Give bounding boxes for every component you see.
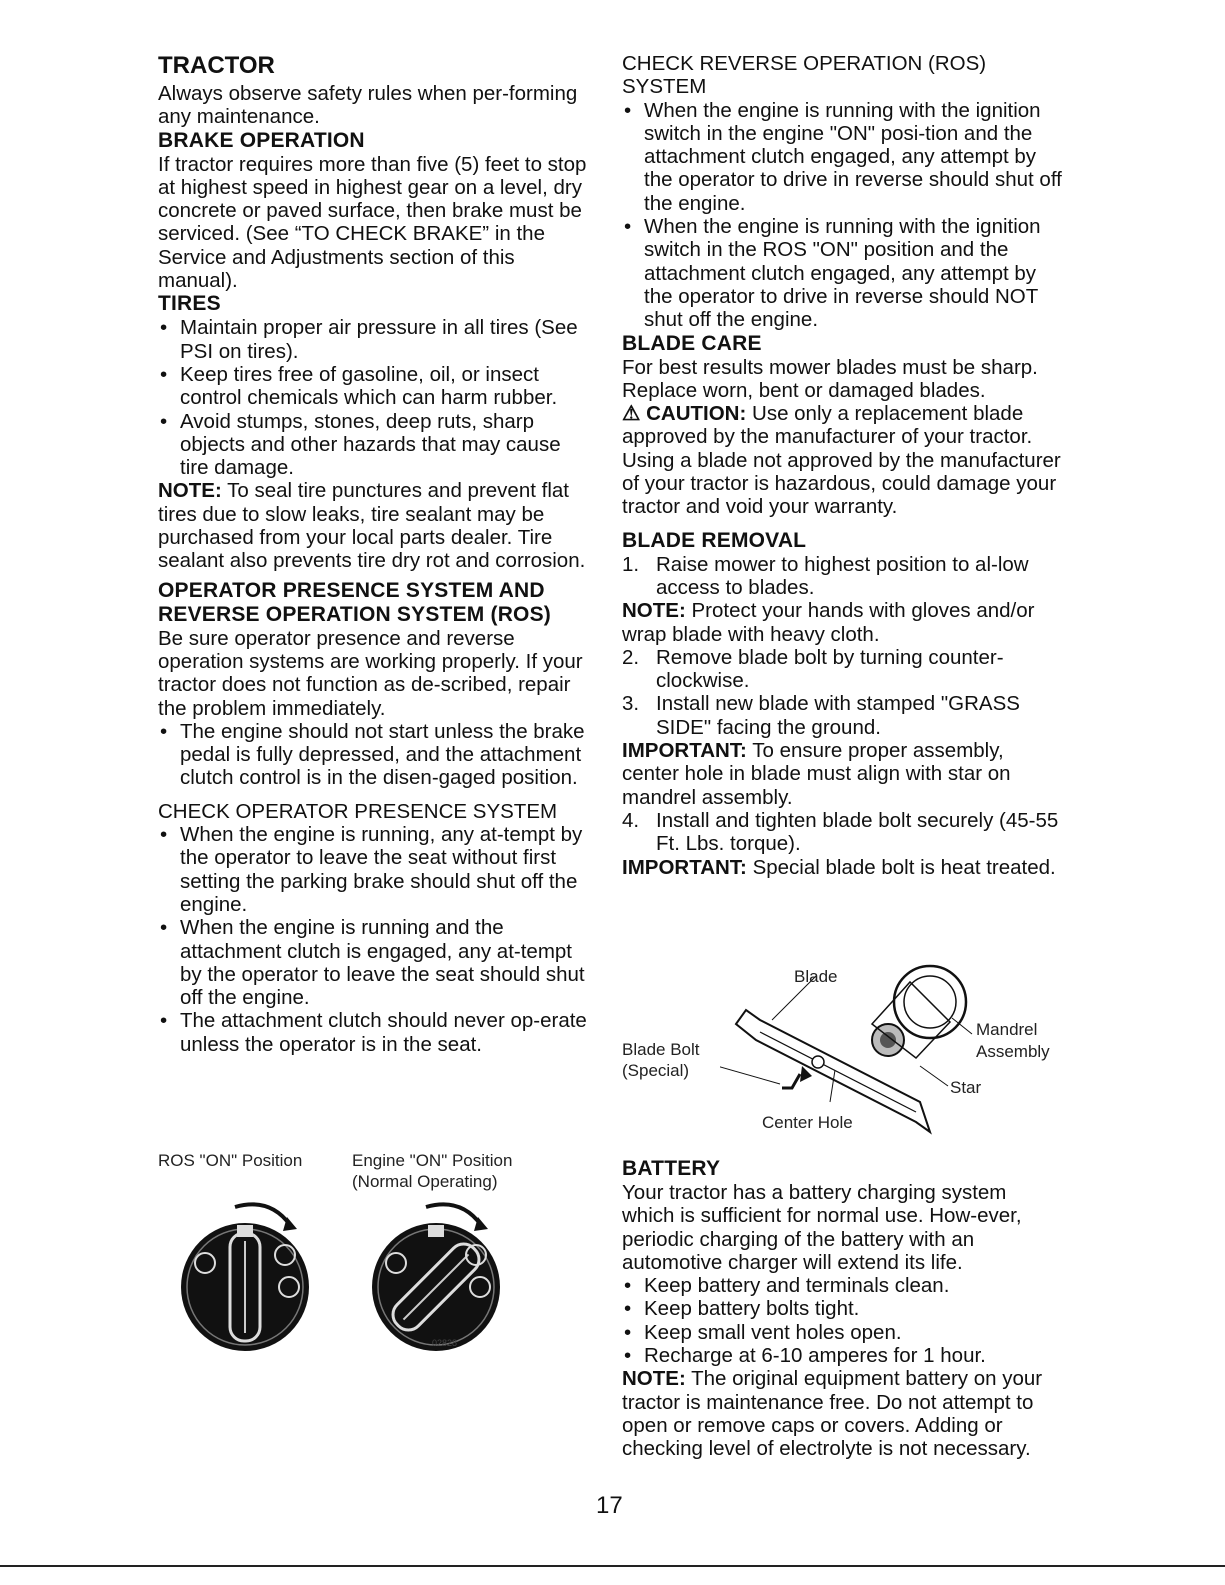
list-item: • Maintain proper air pressure in all tires (See PSI on tires).	[158, 316, 590, 363]
blade-care-text: For best results mower blades must be sharp. Replace worn, bent or damaged blades.	[622, 355, 1038, 402]
brake-heading: BRAKE OPERATION	[158, 128, 365, 152]
star-label: Star	[950, 1078, 982, 1097]
list-item: • Keep battery and terminals clean.	[622, 1274, 1062, 1297]
battery-text: Your tractor has a battery charging system which is sufficient for normal use. How-ever, periodic charging of the battery with an automotive charger will extend its life.	[622, 1181, 1022, 1274]
engine-caption: Engine "ON" Position	[352, 1151, 513, 1170]
ros-caption: ROS "ON" Position	[158, 1151, 303, 1170]
check-ops-list	[158, 823, 590, 1056]
blade-bolt-label: Blade Bolt	[622, 1040, 700, 1059]
ops-text: Be sure operator presence and reverse operation systems are working properly. If your tractor does not function as de-scribed, repair the problem immediately.	[158, 626, 583, 720]
list-item: • Keep tires free of gasoline, oil, or insect control chemicals which can harm rubber.	[158, 363, 590, 410]
list-item: 2. Remove blade bolt by turning counter-clockwise.	[622, 645, 1004, 693]
ops-list	[158, 720, 590, 790]
list-item: • Recharge at 6-10 amperes for 1 hour.	[622, 1344, 1062, 1367]
assembly-label: Assembly	[976, 1042, 1050, 1061]
brake-text: If tractor requires more than five (5) feet to stop at highest speed in highest gear on a level, dry concrete or paved surface, then brake must be serviced. (See “TO CHECK BRAKE” in the Service and Adjustments section of this manual).	[158, 152, 587, 293]
ros-list	[622, 99, 1062, 332]
page-number: 17	[596, 1492, 623, 1519]
list-item: • Keep battery bolts tight.	[622, 1297, 1062, 1320]
tires-list	[158, 316, 590, 479]
battery-list	[622, 1274, 1062, 1367]
caution-text: Use only a replacement blade approved by the manufacturer of your tractor. Using a blade not approved by the manufacturer of your tractor is hazardous, could damage your tractor and void your warranty.	[622, 402, 1061, 519]
list-item: • When the engine is running and the attachment clutch is engaged, any at-tempt by the operator to leave the seat should shut off the engine.	[158, 916, 590, 1009]
battery-note: NOTE: The original equipment battery on your tractor is maintenance free. Do not attempt to open or remove caps or covers. Adding or checking level of electrolyte is not necessary.	[622, 1367, 1043, 1461]
removal-note: NOTE: Protect your hands with gloves and/or wrap blade with heavy cloth.	[622, 599, 1035, 646]
blade-care-heading: BLADE CARE	[622, 331, 762, 355]
blade-removal-heading: BLADE REMOVAL	[622, 528, 807, 552]
list-item: • Keep small vent holes open.	[622, 1321, 1062, 1344]
ops-heading: OPERATOR PRESENCE SYSTEM AND REVERSE OPERATION SYSTEM (ROS)	[158, 578, 551, 626]
tires-heading: TIRES	[158, 292, 221, 316]
battery-section	[622, 1157, 1062, 1461]
list-item: 3. Install new blade with stamped "GRASS SIDE" facing the ground.	[622, 692, 1020, 739]
list-item: 4. Install and tighten blade bolt securely (45-55 Ft. Lbs. torque).	[622, 808, 1059, 856]
section-title: TRACTOR	[158, 52, 275, 79]
ignition-switch-ros-icon	[175, 1195, 325, 1355]
note-label: NOTE:	[158, 479, 222, 503]
bottom-rule	[0, 1565, 1225, 1567]
blade-label: Blade	[794, 967, 838, 986]
check-ops-heading: CHECK OPERATOR PRESENCE SYSTEM	[158, 799, 558, 823]
right-column	[622, 52, 1062, 879]
list-item: • Avoid stumps, stones, deep ruts, sharp objects and other hazards that may cause tire damage.	[158, 410, 590, 480]
steps-b	[622, 646, 1062, 739]
list-item: • The attachment clutch should never op-erate unless the operator is in the seat.	[158, 1009, 590, 1056]
ignition-switch-engine-icon	[366, 1195, 516, 1355]
figure-code: 02828	[432, 1338, 458, 1348]
important-2: IMPORTANT: Special blade bolt is heat treated.	[622, 855, 1056, 879]
mandrel-label: Mandrel	[976, 1020, 1038, 1039]
list-item: • When the engine is running with the ignition switch in the engine "ON" posi-tion and the attachment clutch engaged, any attempt by the operator to drive in reverse should shut off the engine.	[622, 99, 1062, 215]
list-item: • When the engine is running with the ignition switch in the ROS "ON" position and the attachment clutch engaged, any attempt by the operator to drive in reverse should NOT shut off the engine.	[622, 215, 1062, 331]
tires-note	[158, 479, 590, 572]
list-item: 1. Raise mower to highest position to al-low access to blades.	[622, 552, 1029, 599]
special-label: (Special)	[622, 1061, 690, 1080]
center-hole-label: Center Hole	[762, 1113, 853, 1132]
caution-label: CAUTION:	[646, 402, 747, 426]
list-item: • The engine should not start unless the brake pedal is fully depressed, and the attachment clutch control is in the disen-gaged position.	[158, 720, 590, 790]
intro-text: Always observe safety rules when per-forming any maintenance.	[158, 82, 578, 129]
important-1: IMPORTANT: To ensure proper assembly, center hole in blade must align with star on mandrel assembly.	[622, 739, 1011, 809]
left-column	[158, 52, 590, 1056]
caution-paragraph	[622, 402, 1062, 518]
warning-icon: ⚠	[622, 402, 641, 426]
steps-c	[622, 809, 1062, 856]
battery-heading: BATTERY	[622, 1157, 721, 1180]
list-item: • When the engine is running, any at-tempt by the operator to leave the seat without first setting the parking brake should shut off the engine.	[158, 823, 590, 916]
note-text: To seal tire punctures and prevent flat tires due to slow leaks, tire sealant may be purchased from your local parts dealer. Tire sealant also prevents tire dry rot and corrosion.	[158, 479, 586, 573]
ros-heading: CHECK REVERSE OPERATION (ROS) SYSTEM	[622, 52, 987, 99]
engine-caption-sub: (Normal Operating)	[352, 1172, 498, 1191]
steps-a	[622, 553, 1062, 600]
